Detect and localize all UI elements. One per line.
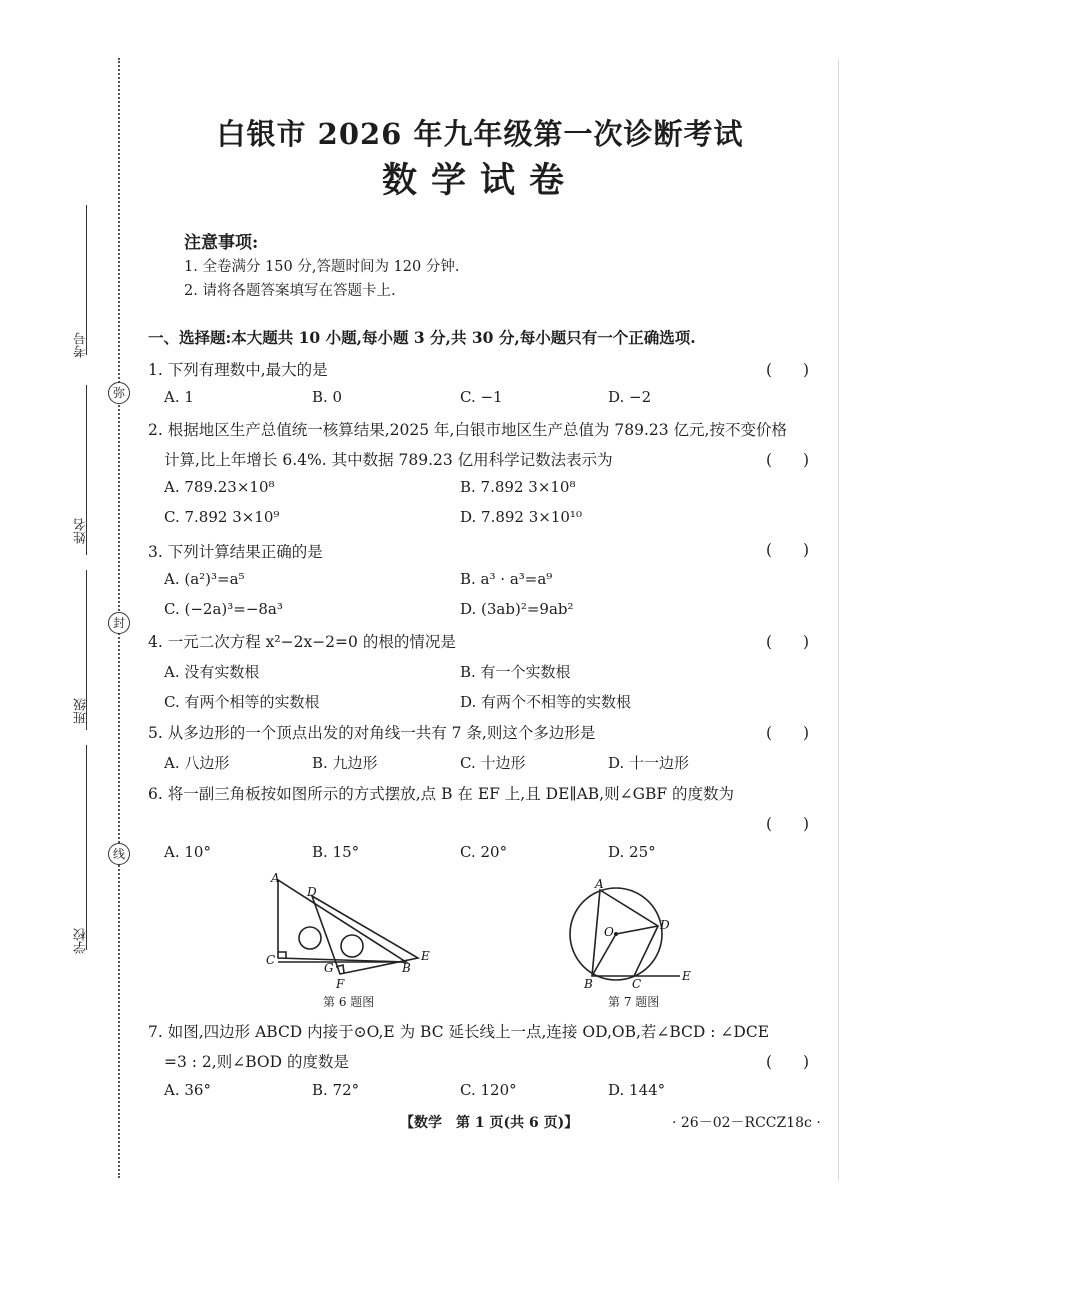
question-5-stem: 5. 从多边形的一个顶点出发的对角线一共有 7 条,则这个多边形是 xyxy=(148,724,596,742)
label-d: D xyxy=(660,918,670,932)
option: D. 7.892 3×10¹⁰ xyxy=(460,508,582,526)
option: D. 有两个不相等的实数根 xyxy=(460,693,632,711)
option: D. (3ab)²=9ab² xyxy=(460,600,574,618)
figure-6-diagram xyxy=(258,870,438,992)
right-angle-mark-c xyxy=(278,952,286,958)
option: D. 十一边形 xyxy=(608,754,690,772)
answer-bracket: ( ) xyxy=(766,815,810,833)
label-b: B xyxy=(402,961,411,975)
option: A. (a²)³=a⁵ xyxy=(164,570,245,588)
label-g: G xyxy=(324,961,334,975)
figure-6-caption: 第 6 题图 xyxy=(323,995,375,1009)
school-label: 学校 xyxy=(74,928,89,954)
option: D. −2 xyxy=(608,388,652,406)
option: A. 789.23×10⁸ xyxy=(164,478,275,496)
triangle-hole-1 xyxy=(299,927,321,949)
answer-bracket: ( ) xyxy=(766,1053,810,1071)
option: C. 120° xyxy=(460,1081,517,1099)
answer-bracket: ( ) xyxy=(766,633,810,651)
option: B. 九边形 xyxy=(312,754,378,772)
label-e: E xyxy=(682,969,691,983)
question-1-stem: 1. 下列有理数中,最大的是 xyxy=(148,361,328,379)
option: B. 7.892 3×10⁸ xyxy=(460,478,576,496)
section-heading: 一、选择题:本大题共 10 小题,每小题 3 分,共 30 分,每小题只有一个正确选项. xyxy=(148,328,696,347)
option: C. 20° xyxy=(460,843,508,861)
label-a: A xyxy=(271,871,280,885)
question-3-stem: 3. 下列计算结果正确的是 xyxy=(148,543,323,561)
answer-bracket: ( ) xyxy=(766,451,810,469)
name-label: 姓名 xyxy=(74,518,89,544)
option: B. a³ · a³=a⁹ xyxy=(460,570,553,588)
school-line xyxy=(86,745,87,950)
option: D. 144° xyxy=(608,1081,666,1099)
option: B. 72° xyxy=(312,1081,360,1099)
question-6-stem: 6. 将一副三角板按如图所示的方式摆放,点 B 在 EF 上,且 DE∥AB,则∠GBF 的度数为 xyxy=(148,785,735,803)
segment-od xyxy=(616,926,658,934)
page-edge-line xyxy=(838,60,839,1180)
label-o: O xyxy=(604,925,614,939)
figure-7-diagram xyxy=(562,876,702,994)
label-f: F xyxy=(336,977,345,991)
question-7-stem-cont: =3 : 2,则∠BOD 的度数是 xyxy=(164,1053,349,1071)
option: C. 十边形 xyxy=(460,754,526,772)
notice-item-1: 1. 全卷满分 150 分,答题时间为 120 分钟. xyxy=(184,259,460,275)
label-a: A xyxy=(595,877,604,891)
option: A. 10° xyxy=(164,843,211,861)
option: D. 25° xyxy=(608,843,656,861)
notice-item-2: 2. 请将各题答案填写在答题卡上. xyxy=(184,283,396,299)
label-e: E xyxy=(421,949,430,963)
label-b: B xyxy=(584,977,593,991)
option: A. 1 xyxy=(164,388,194,406)
option: C. 7.892 3×10⁹ xyxy=(164,508,280,526)
question-7-stem: 7. 如图,四边形 ABCD 内接于⊙O,E 为 BC 延长线上一点,连接 OD,OB,若∠BCD : ∠DCE xyxy=(148,1023,770,1041)
seal-mi: 弥 xyxy=(108,382,130,404)
notice-heading: 注意事项: xyxy=(184,233,259,253)
question-2-stem-cont: 计算,比上年增长 6.4%. 其中数据 789.23 亿用科学记数法表示为 xyxy=(164,451,613,469)
page-code: · 26－02－RCCZ18c · xyxy=(672,1115,821,1131)
option: C. (−2a)³=−8a³ xyxy=(164,600,283,618)
seal-xian: 线 xyxy=(108,843,130,865)
center-point-o xyxy=(614,932,618,936)
label-c: C xyxy=(266,953,276,967)
option: A. 36° xyxy=(164,1081,211,1099)
option: C. −1 xyxy=(460,388,503,406)
page-footer: 【数学 第 1 页(共 6 页)】 xyxy=(400,1115,579,1131)
triangle-hole-2 xyxy=(341,935,363,957)
question-2-stem: 2. 根据地区生产总值统一核算结果,2025 年,白银市地区生产总值为 789.23 亿元,按不变价格 xyxy=(148,421,787,439)
question-4-stem: 4. 一元二次方程 x²−2x−2=0 的根的情况是 xyxy=(148,633,456,651)
option: A. 没有实数根 xyxy=(164,663,260,681)
option: A. 八边形 xyxy=(164,754,230,772)
option: B. 15° xyxy=(312,843,360,861)
label-d: D xyxy=(307,885,317,899)
class-label: 班级 xyxy=(74,698,89,724)
label-c: C xyxy=(632,977,642,991)
answer-bracket: ( ) xyxy=(766,361,810,379)
option: B. 有一个实数根 xyxy=(460,663,571,681)
exam-title: 白银市 2026 年九年级第一次诊断考试 xyxy=(216,117,744,151)
option: B. 0 xyxy=(312,388,343,406)
answer-bracket: ( ) xyxy=(766,724,810,742)
subject-title: 数学试卷 xyxy=(381,160,578,201)
figure-7-caption: 第 7 题图 xyxy=(608,995,660,1009)
option: C. 有两个相等的实数根 xyxy=(164,693,320,711)
exam-number-label: 考号 xyxy=(74,332,89,358)
answer-bracket: ( ) xyxy=(766,541,810,559)
seal-feng: 封 xyxy=(108,612,130,634)
